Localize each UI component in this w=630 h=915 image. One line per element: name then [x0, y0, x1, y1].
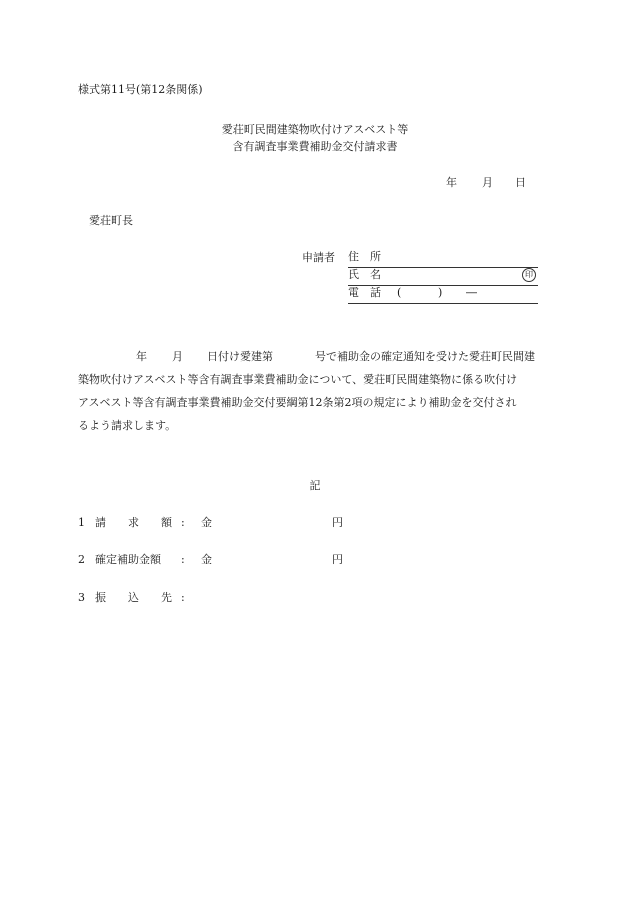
- address-label: 住 所: [348, 250, 381, 263]
- item-kin: 金: [201, 553, 212, 566]
- name-field: [348, 269, 538, 286]
- item-number: 1: [78, 516, 85, 529]
- item-number: 3: [78, 591, 85, 604]
- list-item: [78, 554, 378, 566]
- body-month: 月: [172, 350, 183, 363]
- item-colon: :: [181, 516, 185, 529]
- document-title-line2: 含有調査事業費補助金交付請求書: [232, 140, 398, 153]
- body-line-1: [78, 351, 548, 363]
- body-year: 年: [136, 350, 147, 363]
- list-item: [78, 592, 378, 604]
- item-number: 2: [78, 553, 85, 566]
- item-label: 振 込 先: [95, 591, 172, 604]
- date-day-label: 日: [515, 176, 526, 189]
- phone-dash: ―: [466, 286, 477, 299]
- address-field: [348, 251, 538, 268]
- date-year-label: 年: [446, 176, 457, 189]
- item-colon: :: [181, 553, 185, 566]
- body-line-2: 築物吹付けアスベスト等含有調査事業費補助金について、愛荘町民間建築物に係る吹付け: [78, 373, 518, 386]
- list-item: [78, 517, 378, 529]
- phone-field: [348, 287, 538, 304]
- item-label: 請 求 額: [95, 516, 172, 529]
- document-title-line1: 愛荘町民間建築物吹付けアスベスト等: [221, 123, 409, 136]
- item-yen: 円: [332, 553, 343, 566]
- item-kin: 金: [201, 516, 212, 529]
- applicant-label: 申請者: [302, 251, 335, 264]
- seal-icon: 印: [522, 268, 536, 282]
- body-line-3: アスベスト等含有調査事業費補助金交付要綱第12条第2項の規定により補助金を交付され: [78, 396, 517, 409]
- item-yen: 円: [332, 516, 343, 529]
- body-day-prefix: 日付け愛建第: [207, 350, 273, 363]
- body-line1-rest: 号で補助金の確定通知を受けた愛荘町民間建: [315, 350, 535, 363]
- phone-close-paren: ): [438, 286, 443, 299]
- date-month-label: 月: [482, 176, 493, 189]
- form-number: 様式第11号(第12条関係): [78, 83, 203, 96]
- name-label: 氏 名: [348, 268, 381, 281]
- item-colon: :: [181, 591, 185, 604]
- body-line-4: るよう請求します。: [78, 419, 177, 432]
- phone-label: 電 話: [348, 286, 381, 299]
- phone-open-paren: (: [397, 286, 402, 299]
- addressee: 愛荘町長: [89, 214, 133, 227]
- ki-heading: 記: [309, 479, 321, 492]
- item-label: 確定補助金額: [95, 553, 161, 566]
